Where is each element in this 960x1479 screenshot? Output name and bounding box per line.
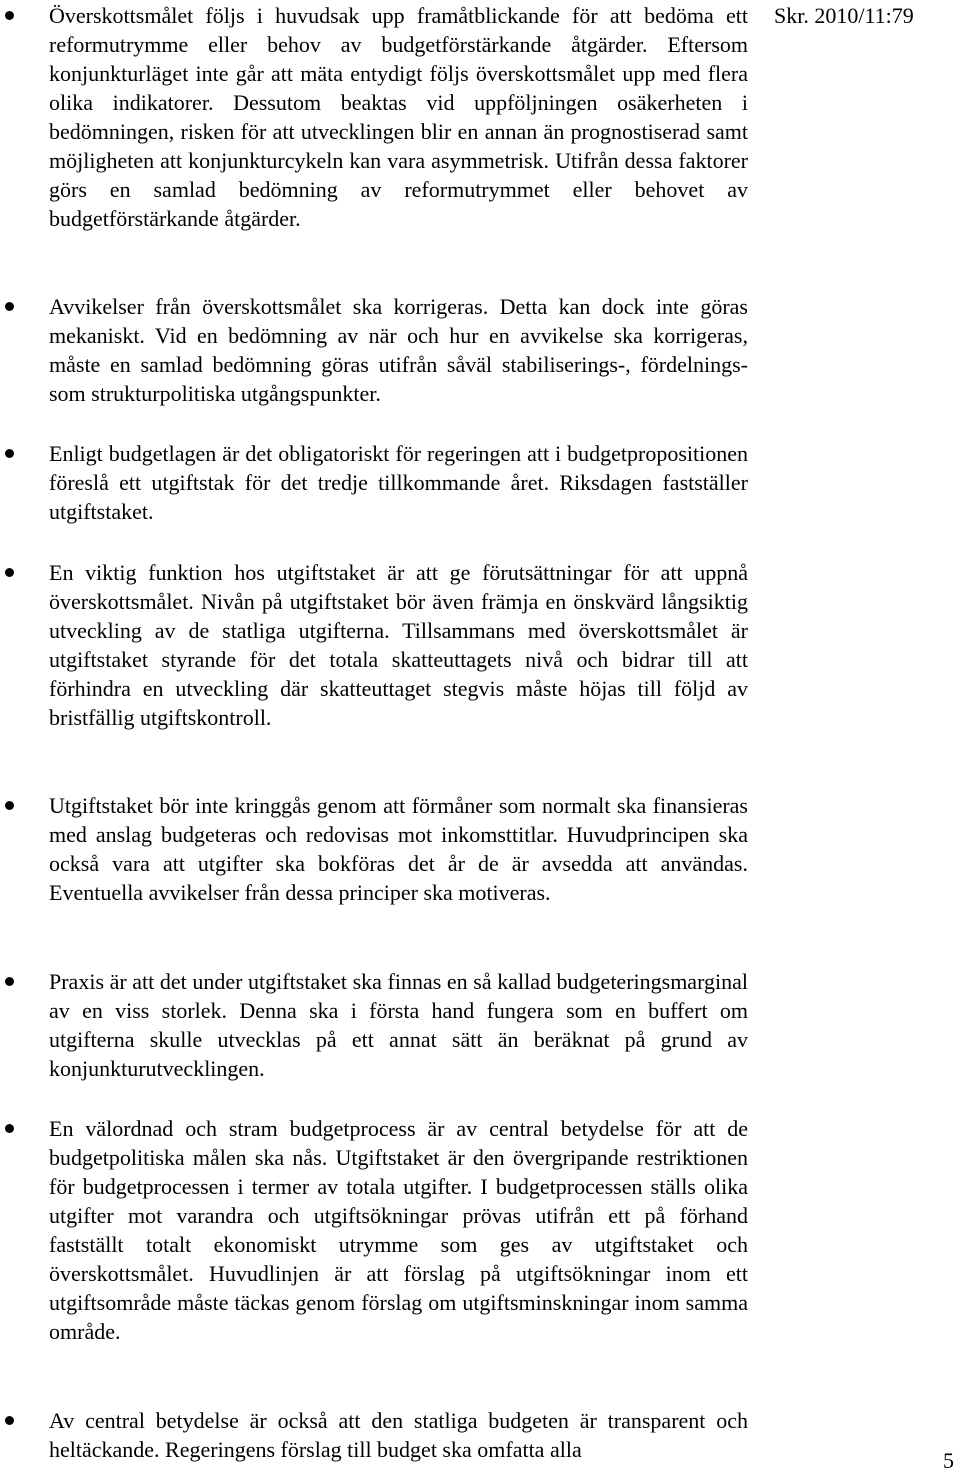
list-item-text: Överskottsmålet följs i huvudsak upp framåtblickande för att bedöma ett reformutrymme eller behov av budgetförstärkande åtgärder. Eftersom konjunkturläget inte går att mäta entydigt följs överskottsmålet upp med flera olika indikatorer. Dessutom beaktas vid uppföljningen osäkerheten i bedömningen, risken för att utvecklingen blir en annan än prognostiserad samt möjligheten att konjunkturcykeln kan vara asymmetrisk. Utifrån dessa faktorer görs en samlad bedömning av reformutrymmet eller behovet av budgetförstärkande åtgärder. bbox=[49, 3, 748, 231]
bullet-icon bbox=[5, 568, 14, 577]
list-item bbox=[0, 967, 748, 1083]
list-item bbox=[0, 791, 748, 907]
list-item bbox=[0, 1114, 748, 1346]
bullet-icon bbox=[5, 1124, 14, 1133]
list-item-text: Av central betydelse är också att den statliga budgeten är transparent och heltäckande. Regeringens förslag till budget ska omfatta alla bbox=[49, 1408, 748, 1462]
page-number: 5 bbox=[943, 1448, 954, 1473]
bullet-icon bbox=[5, 801, 14, 810]
list-item bbox=[0, 1, 748, 233]
list-item bbox=[0, 558, 748, 732]
list-item-text: Avvikelser från överskottsmålet ska korrigeras. Detta kan dock inte göras mekaniskt. Vid en bedömning av när och hur en avvikelse ska korrigeras, måste en samlad bedömning göras utifrån såväl stabiliserings-, fördelnings- som strukturpolitiska utgångspunkter. bbox=[49, 294, 748, 406]
bullet-icon bbox=[5, 11, 14, 20]
document-reference: Skr. 2010/11:79 bbox=[774, 3, 914, 28]
bullet-icon bbox=[5, 1416, 14, 1425]
list-item-text: En välordnad och stram budgetprocess är av central betydelse för att de budgetpolitiska målen ska nås. Utgiftstaket är den övergripande restriktionen för budgetprocessen i termer av totala utgifter. I budgetprocessen ställs olika utgifter mot varandra och utgiftsökningar prövas utifrån ett på förhand fastställt totalt ekonomiskt utrymme som ges av utgiftstaket och överskottsmålet. Huvudlinjen är att förslag på utgiftsökningar inom ett utgiftsområde måste täckas genom förslag om utgiftsminskningar inom samma område. bbox=[49, 1116, 748, 1344]
list-item-text: Praxis är att det under utgiftstaket ska finnas en så kallad budgeteringsmarginal av en viss storlek. Denna ska i första hand fungera som en buffert om utgifterna skulle utvecklas på ett annat sätt än beräknat på grund av konjunkturutvecklingen. bbox=[49, 969, 748, 1081]
bullet-icon bbox=[5, 449, 14, 458]
list-item-text: Enligt budgetlagen är det obligatoriskt för regeringen att i budgetpropositionen föreslå ett utgiftstak för det tredje tillkommande året. Riksdagen fastställer utgiftstaket. bbox=[49, 441, 748, 524]
bullet-icon bbox=[5, 302, 14, 311]
bullet-icon bbox=[5, 977, 14, 986]
list-item-text: En viktig funktion hos utgiftstaket är att ge förutsättningar för att uppnå överskottsmålet. Nivån på utgiftstaket bör även främja en önskvärd långsiktig utveckling av de statliga utgifterna. Tillsammans med överskottsmålet är utgiftstaket styrande för det totala skatteuttagets nivå och bidrar till att förhindra en utveckling där skatteuttaget stegvis måste höjas till följd av bristfällig utgiftskontroll. bbox=[49, 560, 748, 730]
list-item bbox=[0, 1406, 748, 1464]
list-item-text: Utgiftstaket bör inte kringgås genom att förmåner som normalt ska finansieras med anslag budgeteras och redovisas mot inkomsttitlar. Huvudprincipen ska också vara att utgifter ska bokföras det år de är avsedda att användas. Eventuella avvikelser från dessa principer ska motiveras. bbox=[49, 793, 748, 905]
list-item bbox=[0, 292, 748, 408]
list-item bbox=[0, 439, 748, 526]
